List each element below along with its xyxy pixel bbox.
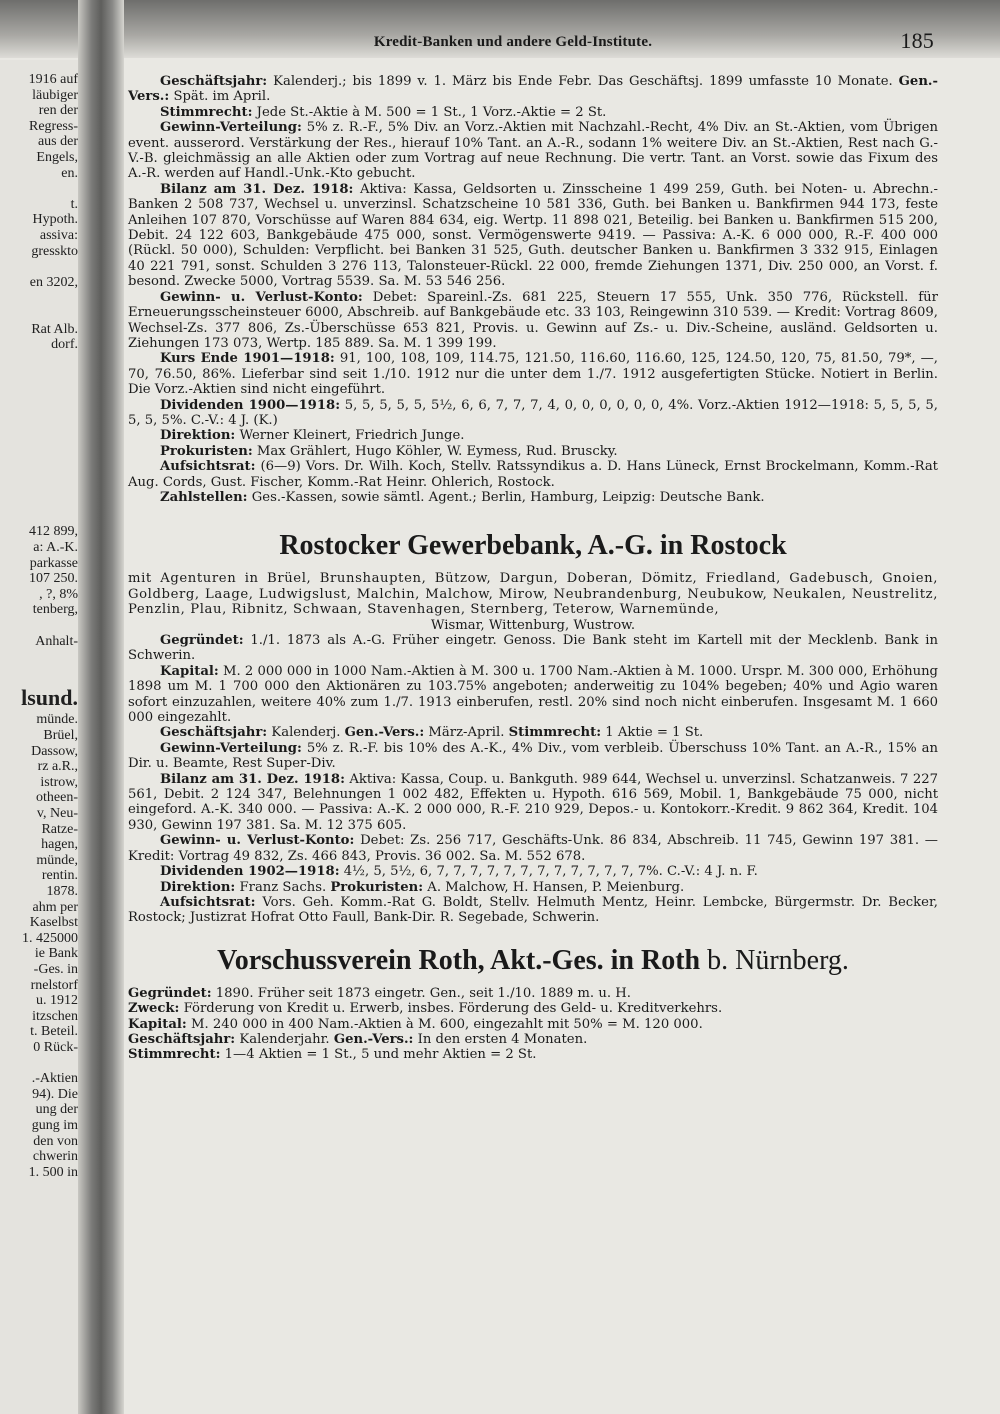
genvers-text: In den ersten 4 Monaten. [417, 1031, 588, 1047]
gegruendet-paragraph [128, 986, 938, 1001]
genvers-label: Gen.-Vers.: [344, 725, 425, 741]
genvers-label: Gen.-Vers.: [333, 1031, 414, 1047]
left-fragment-line: 1878. [46, 884, 78, 899]
gewinn-verteilung-label: Gewinn-Verteilung: [160, 740, 302, 756]
left-fragment-line: Hypoth. [32, 212, 78, 228]
left-fragment-line: Brüel, [43, 728, 78, 743]
gegruendet-label: Gegründet: [128, 985, 212, 1001]
gewinn-verteilung-paragraph [128, 741, 938, 772]
dividenden-text: 5, 5, 5, 5, 5, 5½, 6, 6, 7, 7, 7, 4, 0, 0, 0, 0, 0, 0, 4%. Vorz.-Aktien 1912—1918: 5, 5, 5, 5, 5, 5, 5%. C.-V.: 4 J. (K.) [128, 397, 938, 428]
geschaeftsjahr-text: Kalenderj. [271, 725, 341, 741]
left-fragment-line: v, Neu- [36, 806, 78, 821]
left-fragment-line: 107 250. [29, 571, 78, 587]
dividenden-label: Dividenden 1900—1918: [160, 397, 341, 413]
gegruendet-text: 1./1. 1873 als A.-G. Früher eingetr. Genoss. Die Bank steht im Kartell mit der Mecklenb. Bank in Schwerin. [128, 633, 938, 664]
direktion-label: Direktion: [160, 879, 236, 895]
direktion-label: Direktion: [160, 428, 236, 444]
left-fragment-line: rnelstorf [30, 977, 78, 993]
direktion-paragraph [128, 428, 938, 443]
kapital-text: M. 240 000 in 400 Nam.-Aktien à M. 600, eingezahlt mit 50% = M. 120 000. [190, 1016, 703, 1032]
kurs-text: 91, 100, 108, 109, 114.75, 121.50, 116.60, 116.60, 125, 124.50, 120, 75, 81.50, 79*, —, 70, 76.50, 86%. Lieferbar sind seit 1./10. 1912 nur die unter dem 1./7. 1912 ausgefertigten Stücke. Notiert in Berlin. Die Vorz.-Aktien sind nicht eingeführt. [128, 351, 938, 398]
guv-paragraph [128, 833, 938, 864]
stimmrecht-text: 1 Aktie = 1 St. [605, 725, 704, 741]
direktion-text: Werner Kleinert, Friedrich Junge. [239, 428, 465, 444]
left-fragment-line: den von [33, 1133, 78, 1149]
bilanz-paragraph [128, 182, 938, 290]
geschaeftsjahr-paragraph [128, 74, 938, 105]
left-fragment-line: rentin. [41, 868, 78, 884]
bank-title-suffix: b. Nürnberg. [707, 944, 849, 976]
aufsichtsrat-label: Aufsichtsrat: [160, 459, 256, 475]
kapital-label: Kapital: [160, 663, 219, 679]
left-fragment-line: Ratze- [41, 821, 78, 837]
right-page [128, 28, 938, 1408]
agencies-paragraph: mit Agenturen in Brüel, Brunshaupten, Bützow, Dargun, Doberan, Dömitz, Friedland, Gadebusch, Gnoien, Goldberg, Laage, Ludwigslust, Malchin, Malchow, Mirow, Neubrandenburg, Neubukow, Neukalen, Neustrelitz, Penzlin, Plau, Ribnitz, Schwaan, Stavenhagen, Sternberg, Teterow, Warnemünde, [128, 571, 938, 618]
bilanz-text: Aktiva: Kassa, Geldsorten u. Zinsscheine 1 499 259, Guth. bei Noten- u. Abrechn.-Banken 2 508 737, Wechsel u. unverzinsl. Schatzscheine 10 581 336, Guth. bei Banken u. Bankfirmen 944 173, feste Anleihen 107 870, Vorschüsse auf Waren 884 634, eig. Wertp. 11 898 021, Beteilig. bei Banken u. Bankfirmen 515 200, Debit. 24 122 603, Bankgebäude 475 000, sonst. Vermögenswerte 9419. — Passiva: A.-K. 6 000 000, R.-F. 400 000 (Rückl. 50 000), Schulden: Verpflicht. bei Banken 31 525, Guth. deutscher Banken u. Bankfirmen 3 332 915, Einlagen 40 221 791, sonst. Schulden 3 276 113, Talonsteuer-Rückl. 22 000, fremde Ziehungen 1371, Div. 250 000, an Vorst. f. besond. Zwecke 5000, Vortrag 5539. Sa. M. 53 546 256. [128, 181, 938, 290]
aufsichtsrat-paragraph [128, 459, 938, 490]
geschaeftsjahr-label: Geschäftsjahr: [160, 74, 268, 89]
prokuristen-paragraph [128, 444, 938, 459]
bilanz-text: Aktiva: Kassa, Coup. u. Bankguth. 989 644, Wechsel u. unverzinsl. Schatzanweis. 7 227 561, Debit. 2 124 347, Belehnungen 1 002 482, Effekten u. Hypoth. 616 569, Mobil. 1, Bankgebäude 75 000, nicht eingeford. A.-K. 340 000. — Passiva: A.-K. 2 000 000, R.-F. 210 929, Depos.- u. Kontokorr.-Kredit. 9 862 364, Kredit. 104 930, Gewinn 197 381. Sa. M. 12 375 605. [128, 771, 938, 833]
left-fragment-line: 94). Die [32, 1086, 78, 1102]
geschaeftsjahr-label: Geschäftsjahr: [160, 725, 268, 741]
stimmrecht-text: Jede St.-Aktie à M. 500 = 1 St., 1 Vorz.-Aktie = 2 St. [256, 104, 607, 120]
left-fragment-line: gresskto [31, 243, 78, 259]
dividenden-label: Dividenden 1902—1918: [160, 864, 340, 880]
left-fragment-line: Regress- [29, 118, 78, 134]
prokuristen-text: Max Grählert, Hugo Köhler, W. Eymess, Rud. Bruscky. [256, 443, 618, 459]
kurs-label: Kurs Ende 1901—1918: [160, 351, 335, 367]
bilanz-paragraph [128, 772, 938, 834]
left-fragment-line: t. Beteil. [30, 1024, 78, 1040]
left-fragment-line: 0 Rück- [33, 1040, 78, 1055]
left-fragment-line: 1916 auf [28, 72, 78, 87]
zahlstellen-label: Zahlstellen: [160, 489, 248, 505]
guv-paragraph [128, 290, 938, 352]
bank-title-main: Vorschussverein Roth, Akt.-Ges. in Roth [217, 944, 701, 976]
direktion-paragraph [128, 880, 938, 895]
geschaeftsjahr-label: Geschäftsjahr: [128, 1031, 236, 1047]
kapital-text: M. 2 000 000 in 1000 Nam.-Aktien à M. 300 u. 1700 Nam.-Aktien à M. 1000. Urspr. M. 300 000, Erhöhung 1898 um M. 1 700 000 den Aktionären zu 103.75% angeboten; anderweitig zu 104% begeben; 40% und Agio waren sofort einzuzahlen, weitere 40% zum 1./7. 1913 einberufen, restl. 20% sind noch nicht einberufen. Insgesamt M. 1 660 000 eingezahlt. [128, 663, 938, 726]
direktion-text: Franz Sachs. [239, 879, 327, 895]
bilanz-label: Bilanz am 31. Dez. 1918: [160, 771, 345, 787]
left-fragment-line: hagen, [41, 837, 78, 853]
gewinn-verteilung-text: 5% z. R.-F., 5% Div. an Vorz.-Aktien mit Nachzahl.-Recht, 4% Div. an St.-Aktien, vom Übrigen event. ausserord. Verstärkung der Res., hierauf 10% Tant. an A.-R., sodann 1% weitere Div. an St.-Aktien, Rest nach G.-V.-B. gleichmässig an alle Aktien oder zum Vortrag auf neue Rechnung. Die vertr. Tant. an Vorst. sowie das Fixum des A.-R. werden auf Handl.-Unk.-Kto gebucht. [128, 120, 938, 182]
left-fragment-line: -Ges. in [33, 962, 78, 977]
left-fragment-line: chwerin [32, 1149, 78, 1165]
left-fragment-line: itzschen [32, 1008, 78, 1024]
genvers-label: Gen.-Vers.: [128, 74, 938, 105]
kapital-paragraph [128, 1017, 938, 1032]
left-fragment-line: Anhalt- [35, 633, 78, 649]
geschaeftsjahr-paragraph [128, 1032, 938, 1047]
left-fragment-line: Dassow, [31, 743, 78, 759]
aufsichtsrat-paragraph [128, 895, 938, 926]
left-fragment-line: a: A.-K. [33, 540, 78, 555]
stimmrecht-label: Stimmrecht: [128, 1047, 221, 1063]
left-fragment-line: 412 899, [29, 524, 78, 540]
zweck-text: Förderung von Kredit u. Erwerb, insbes. Förderung des Geld- u. Kreditverkehrs. [183, 1001, 723, 1017]
prokuristen-label: Prokuristen: [330, 879, 424, 895]
dividenden-text: 4½, 5, 5½, 6, 7, 7, 7, 7, 7, 7, 7, 7, 7, 7, 7, 7, 7%. C.-V.: 4 J. n. F. [343, 864, 758, 880]
page-header [128, 28, 938, 56]
aufsichtsrat-text: (6—9) Vors. Dr. Wilh. Koch, Stellv. Ratssyndikus a. D. Hans Lüneck, Ernst Brockelmann, Komm.-Rat Aug. Cords, Gust. Fischer, Komm.-Rat Heinr. Ohlerich, Rostock. [128, 459, 938, 490]
zweck-label: Zweck: [128, 1001, 180, 1017]
gegruendet-label: Gegründet: [160, 633, 244, 648]
bank-title [128, 944, 938, 978]
genvers-text: Spät. im April. [173, 89, 271, 105]
gewinn-verteilung-paragraph [128, 120, 938, 182]
bilanz-label: Bilanz am 31. Dez. 1918: [160, 181, 354, 197]
left-page-fragment [0, 60, 78, 1414]
prokuristen-text: A. Malchow, H. Hansen, P. Meienburg. [427, 879, 685, 895]
gegruendet-paragraph [128, 633, 938, 664]
running-title: Kredit-Banken und andere Geld-Institute. [373, 34, 653, 50]
left-fragment-line: assiva: [39, 228, 78, 243]
left-fragment-line: u. 1912 [36, 993, 78, 1009]
left-fragment-line: ung der [35, 1102, 78, 1118]
left-fragment-line: tenberg, [32, 602, 78, 618]
left-fragment-line: aus der [37, 134, 78, 150]
stimmrecht-label: Stimmrecht: [508, 725, 602, 741]
left-fragment-line: dorf. [51, 337, 78, 353]
page-number: 185 [900, 28, 934, 53]
gewinn-verteilung-label: Gewinn-Verteilung: [160, 120, 302, 136]
gewinn-verteilung-text: 5% z. R.-F. bis 10% des A.-K., 4% Div., vom verbleib. Überschuss 10% Tant. an A.-R., 15% an Dir. u. Beamte, Rest Super-Div. [128, 740, 938, 772]
aufsichtsrat-label: Aufsichtsrat: [160, 894, 256, 910]
left-fragment-line: rz a.R., [37, 759, 78, 775]
left-fragment-line: en 3202, [29, 274, 78, 290]
zweck-paragraph [128, 1001, 938, 1016]
guv-text: Debet: Zs. 256 717, Geschäfts-Unk. 86 834, Abschreib. 11 745, Gewinn 197 381. — Kredit: Vortrag 49 832, Zs. 466 843, Provis. 36 002. Sa. M. 552 678. [128, 833, 938, 864]
kapital-label: Kapital: [128, 1016, 187, 1032]
left-fragment-line: otheen- [36, 790, 78, 806]
guv-text: Debet: Spareinl.-Zs. 681 225, Steuern 17 555, Unk. 350 776, Rückstell. für Erneuerungsscheinsteuer 6000, Abschreib. auf Bankgebäude etc. 33 103, Reingewinn 310 539. — Kredit: Vortrag 8609, Wechsel-Zs. 377 806, Zs.-Überschüsse 653 821, Provis. u. Gewinn auf Zs.- u. Div.-Scheine, ausländ. Geldsorten u. Ziehungen 173 073, Wertp. 185 889. Sa. M. 1 399 199. [128, 289, 938, 351]
left-fragment-line: , ?, 8% [39, 586, 78, 602]
left-fragment-line: gung im [31, 1118, 78, 1133]
gegruendet-text: 1890. Früher seit 1873 eingetr. Gen., seit 1./10. 1889 m. u. H. [215, 985, 631, 1001]
left-fragment-line: parkasse [29, 555, 78, 571]
genvers-text: März-April. [428, 725, 505, 741]
left-fragment-line: ie Bank [34, 946, 78, 962]
geschaeftsjahr-paragraph [128, 725, 938, 740]
dividenden-paragraph [128, 398, 938, 429]
geschaeftsjahr-text: Kalenderj.; bis 1899 v. 1. März bis Ende Febr. Das Geschäftsj. 1899 umfasste 10 Monate. [273, 74, 893, 89]
left-fragment-line: läubiger [32, 87, 78, 103]
guv-label: Gewinn- u. Verlust-Konto: [160, 289, 363, 305]
entry-vorschussverein-roth [128, 944, 938, 1063]
left-fragment-line: istrow, [40, 774, 78, 790]
left-fragment-line: münde, [36, 852, 78, 868]
left-fragment-line: Engels, [36, 150, 78, 165]
zahlstellen-text: Ges.-Kassen, sowie sämtl. Agent.; Berlin, Hamburg, Leipzig: Deutsche Bank. [251, 489, 765, 505]
left-fragment-line: 1. 500 in [28, 1164, 78, 1180]
left-fragment-line: .-Aktien [31, 1071, 78, 1087]
left-fragment-line: ren der [38, 103, 78, 119]
left-fragment-line: Rat Alb. [31, 321, 78, 337]
dividenden-paragraph [128, 864, 938, 879]
stimmrecht-paragraph [128, 105, 938, 120]
zahlstellen-paragraph [128, 490, 938, 505]
stimmrecht-paragraph [128, 1047, 938, 1062]
stimmrecht-text: 1—4 Aktien = 1 St., 5 und mehr Aktien = 2 St. [224, 1047, 537, 1063]
left-fragment-line: t. [70, 196, 78, 212]
geschaeftsjahr-text: Kalenderjahr. [239, 1031, 330, 1047]
stimmrecht-label: Stimmrecht: [160, 104, 253, 120]
left-fragment-line: 1. 425000 [22, 930, 78, 946]
left-fragment-line: en. [61, 165, 78, 181]
left-fragment-line: münde. [36, 712, 78, 728]
kurs-paragraph [128, 351, 938, 397]
kapital-paragraph [128, 664, 938, 726]
left-fragment-line: Kaselbst [29, 915, 78, 931]
book-gutter [78, 0, 124, 1414]
left-fragment-line: ahm per [32, 899, 78, 915]
agencies-last-line: Wismar, Wittenburg, Wustrow. [430, 617, 636, 633]
guv-label: Gewinn- u. Verlust-Konto: [160, 833, 355, 849]
entry-continued [128, 74, 938, 505]
left-fragment-line: lsund. [21, 685, 78, 711]
entry-rostocker-gewerbebank [128, 529, 938, 925]
prokuristen-label: Prokuristen: [160, 443, 253, 459]
aufsichtsrat-text: Vors. Geh. Komm.-Rat G. Boldt, Stellv. Helmuth Mentz, Heinr. Lembcke, Bürgermstr. Dr. Becker, Rostock; Justizrat Hofrat Otto Faull, Bank-Dir. R. Segebade, Schwerin. [128, 894, 938, 926]
bank-title: Rostocker Gewerbebank, A.-G. in Rostock [279, 530, 787, 562]
